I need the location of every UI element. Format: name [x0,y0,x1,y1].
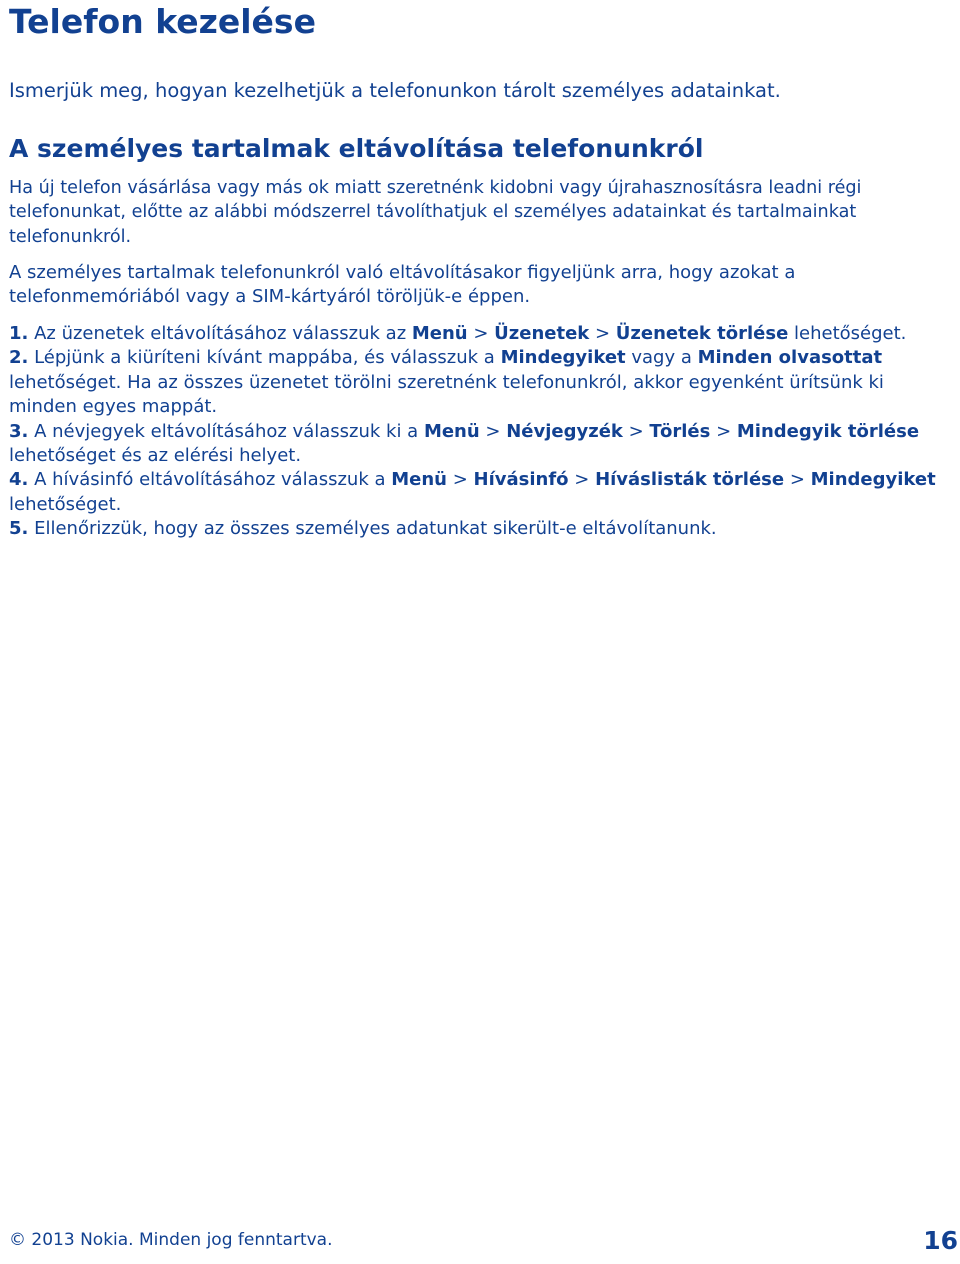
menu-path-item: Menü [423,420,480,442]
step-number: 4. [9,469,29,491]
step-1 [9,322,954,346]
menu-path-item: Híváslisták törlése [595,469,785,491]
page-number: 16 [923,1226,958,1255]
path-separator: > [446,469,474,491]
step-number: 2. [9,347,29,369]
section-title: A személyes tartalmak eltávolítása telefonunkról [9,134,704,163]
step-4 [9,468,954,517]
menu-path-item: Névjegyzék [506,420,623,442]
menu-path-item: Törlés [649,420,711,442]
step-text: A névjegyek eltávolításához válasszuk ki a [28,420,424,442]
step-2 [9,346,954,419]
path-separator: > [467,323,495,344]
menu-path-item: Menü [391,469,447,491]
step-5 [9,517,954,541]
path-separator: > [479,420,507,442]
step-text: Ellenőrizzük, hogy az összes személyes adatunkat sikerült-e eltávolítanunk. [28,518,717,540]
section-paragraph-2: A személyes tartalmak telefonunkról való eltávolításakor figyeljünk arra, hogy azokat a telefonmemóriából vagy a SIM-kártyáról töröljük-e éppen. [9,262,796,308]
path-separator: > [589,323,616,344]
step-text: A hívásinfó eltávolításához válasszuk a [28,469,392,491]
menu-path-item: Mindegyik törlése [736,420,920,442]
footer-copyright: © 2013 Nokia. Minden jog fenntartva. [9,1230,333,1250]
intro-text: Ismerjük meg, hogyan kezelhetjük a telefonunkon tárolt személyes adatainkat. [9,79,781,102]
page-title: Telefon kezelése [9,2,316,41]
path-separator: > [784,469,811,491]
path-separator: > [710,420,737,442]
step-text: lehetőséget. Ha az összes üzenetet törölni szeretnénk telefonunkról, akkor egyenként ürítsünk ki minden egyes mappát. [9,371,884,418]
step-number: 3. [9,420,29,442]
menu-path-item: Menü [411,323,468,344]
section-paragraph-1: Ha új telefon vásárlása vagy más ok miatt szeretnénk kidobni vagy újrahasznosításra leadni régi telefonunkat, előtte az alábbi módszerrel távolíthatjuk el személyes adatainkat és tartalmainkat telefonunkról. [9,178,862,247]
menu-path-item: Minden olvasottat [697,347,883,369]
menu-path-item: Üzenetek törlése [615,323,789,344]
step-text: Lépjünk a kiüríteni kívánt mappába, és válasszuk a [28,347,501,369]
step-3 [9,420,954,469]
step-number: 1. [9,323,29,344]
step-text: lehetőséget és az elérési helyet. [9,445,302,467]
step-text: lehetőséget. [788,323,907,344]
step-number: 5. [9,518,29,540]
step-text: Az üzenetek eltávolításához válasszuk az [28,323,412,344]
steps-list [9,322,954,542]
path-separator: > [568,469,596,491]
step-text: vagy a [625,347,698,369]
menu-path-item: Mindegyiket [500,347,626,369]
menu-path-item: Üzenetek [494,323,590,344]
menu-path-item: Hívásinfó [473,469,569,491]
menu-path-item: Mindegyiket [810,469,936,491]
path-separator: > [622,420,650,442]
step-text: lehetőséget. [9,493,122,515]
